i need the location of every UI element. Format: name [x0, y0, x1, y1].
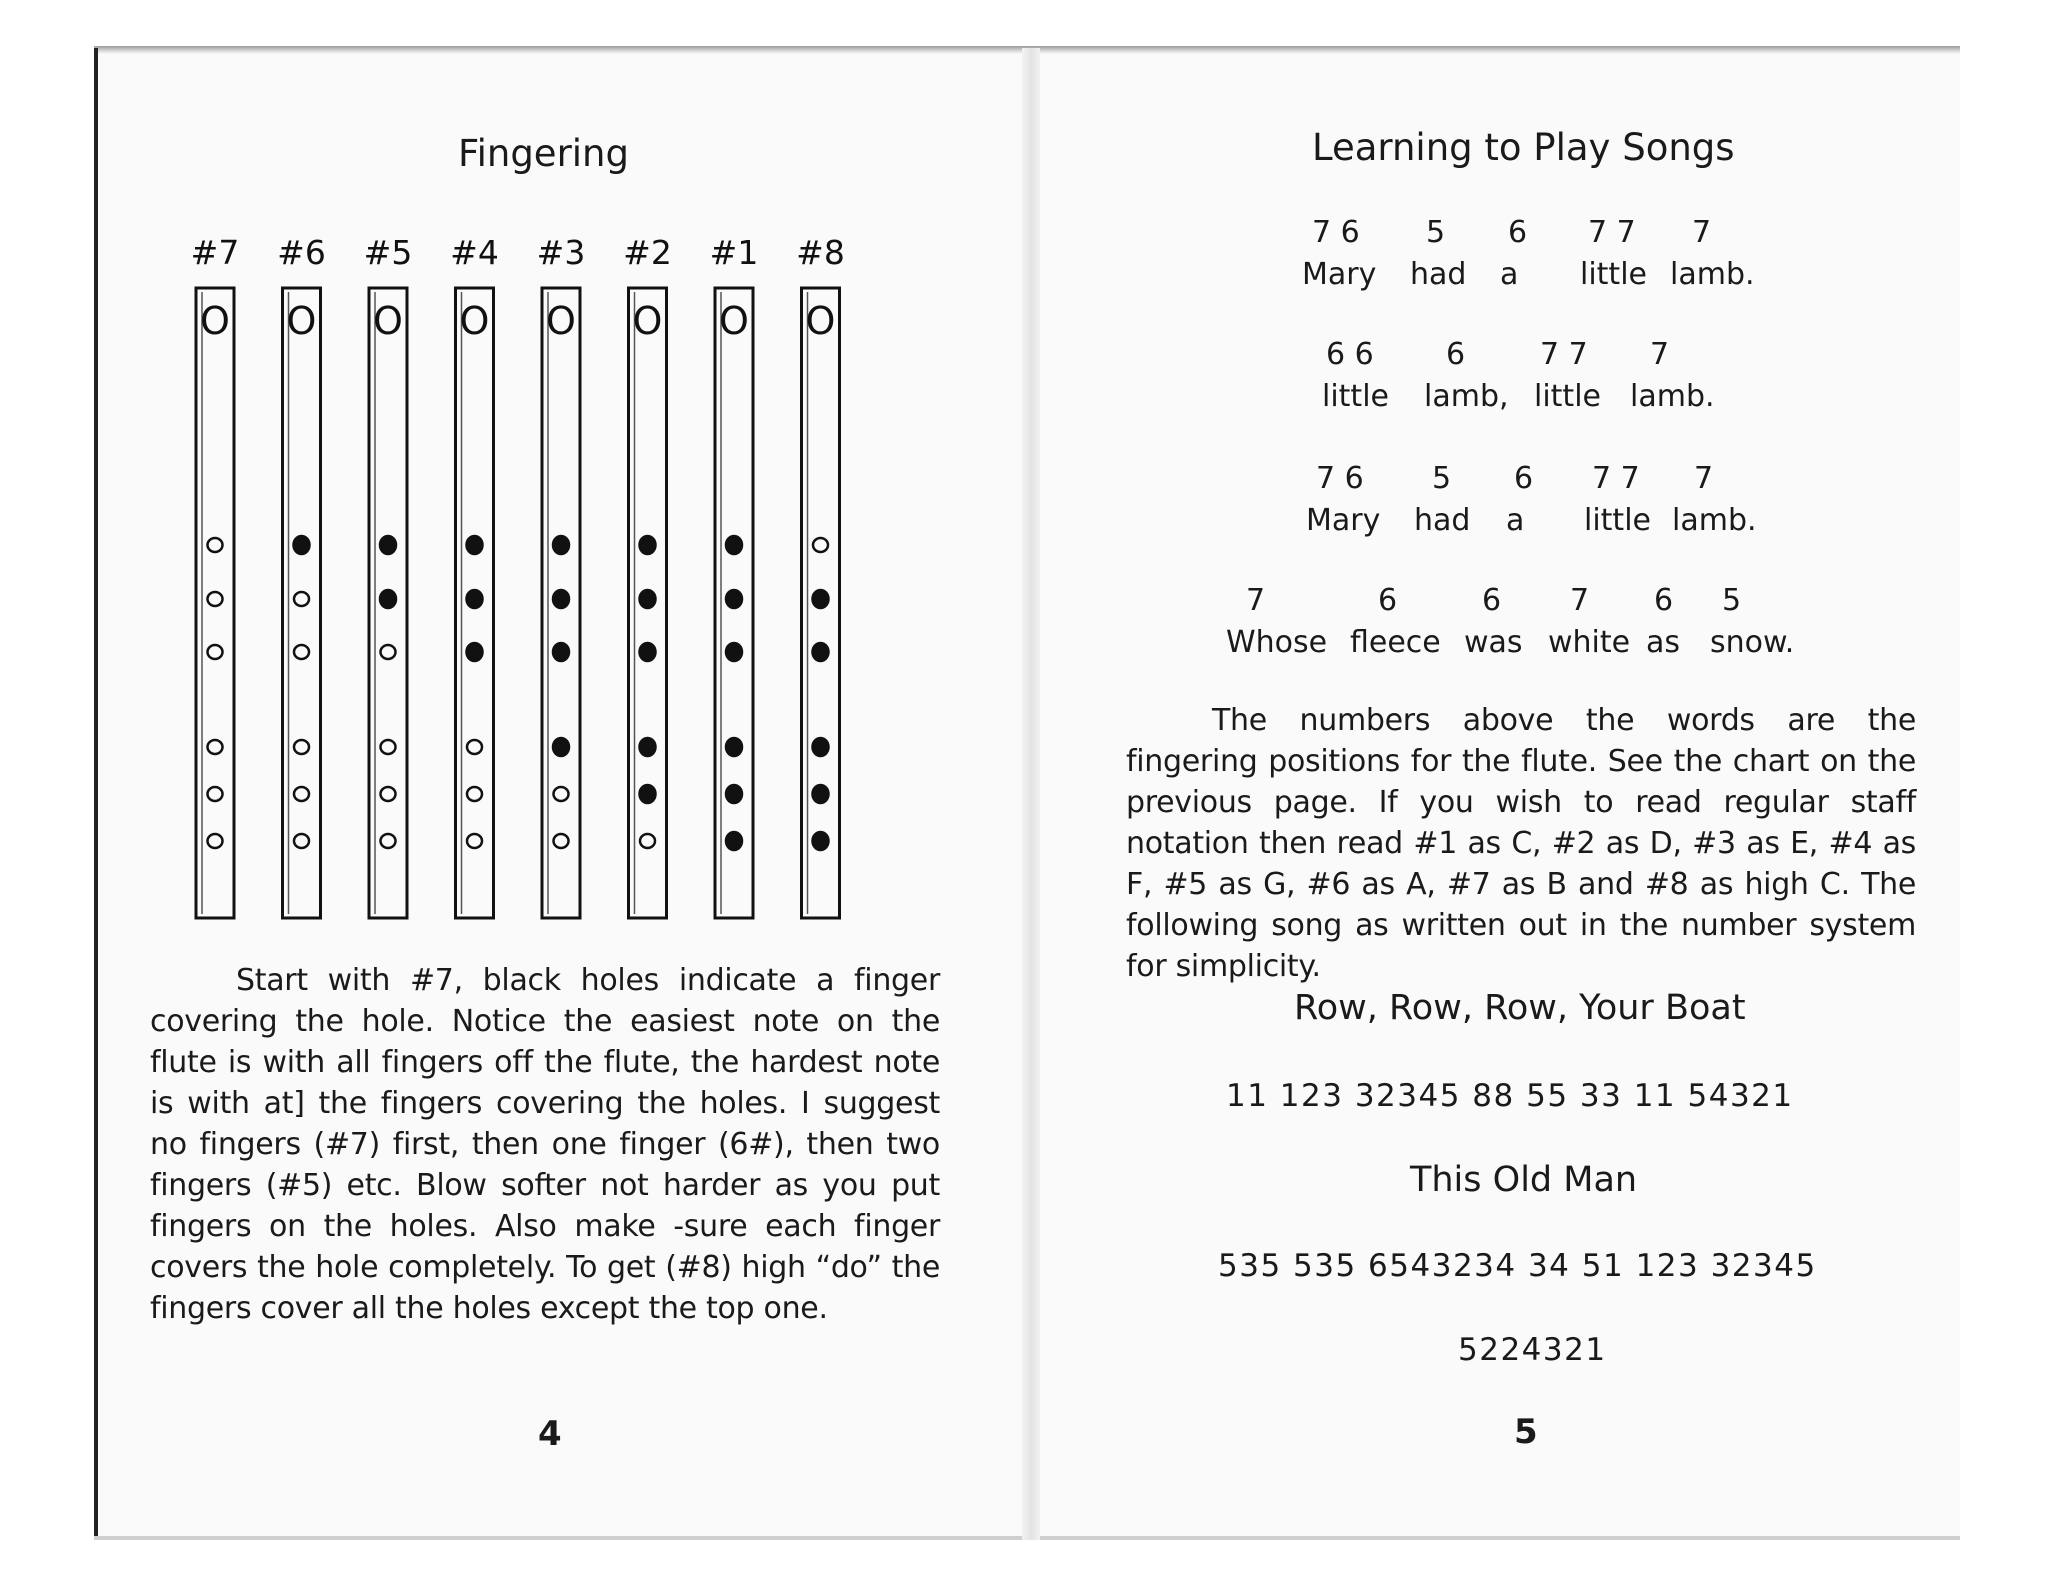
covered-hole [467, 536, 483, 554]
fingering-number: 7 7 [1540, 337, 1588, 372]
fingering-chart [98, 48, 1022, 968]
open-hole [381, 787, 396, 801]
covered-hole [640, 536, 656, 554]
lyric-word: had [1410, 257, 1467, 292]
lyric-word: lamb. [1670, 257, 1755, 292]
lyric-word: Whose [1226, 625, 1328, 660]
flute-label: #8 [796, 233, 845, 272]
covered-hole [553, 738, 569, 756]
fingering-number: 6 6 [1326, 337, 1374, 372]
lyric-word: little [1584, 503, 1651, 538]
open-hole [467, 834, 482, 848]
covered-hole [813, 643, 829, 661]
covered-hole [813, 738, 829, 756]
covered-hole [726, 832, 742, 850]
covered-hole [380, 536, 396, 554]
mouthpiece-hole: O [546, 299, 576, 343]
covered-hole [553, 643, 569, 661]
lyric-word: white [1548, 625, 1631, 660]
flute-label: #1 [709, 233, 759, 272]
open-hole [208, 740, 223, 754]
lyric-word: a [1506, 503, 1525, 538]
fingering-number: 7 6 [1312, 215, 1360, 250]
open-hole [467, 787, 482, 801]
covered-hole [813, 590, 829, 608]
fingering-instructions: Start with #7, black holes indicate a finger covering the hole. Notice the easiest note on the flute is with all fingers off the flute, the hardest note is with at] the fingers covering the holes. I suggest no fingers (#7) first, then one finger (6#), then two fingers (#5) etc. Blow softer not harder as you put fingers on the holes. Also make -sure each finger covers the hole completely. To get (#8) high “do” the fingers cover all the holes except the top one. [150, 963, 940, 1326]
flute-n4 [450, 233, 499, 918]
covered-hole [640, 590, 656, 608]
fingering-number: 7 7 [1588, 215, 1636, 250]
covered-hole [294, 536, 310, 554]
flute-n5 [364, 233, 413, 918]
lyric-word: lamb. [1672, 503, 1757, 538]
lyric-word: little [1322, 379, 1389, 414]
lyric-word: lamb, [1424, 379, 1509, 414]
flute-label: #3 [536, 233, 586, 272]
covered-hole [553, 590, 569, 608]
covered-hole [640, 643, 656, 661]
mouthpiece-hole: O [632, 299, 663, 343]
covered-hole [467, 643, 483, 661]
covered-hole [726, 590, 742, 608]
lyric-word: fleece [1350, 625, 1441, 660]
open-hole [813, 538, 828, 552]
mouthpiece-hole: O [719, 299, 749, 343]
covered-hole [726, 643, 742, 661]
covered-hole [726, 785, 742, 803]
flute-label: #2 [623, 233, 672, 272]
lyric-word: Mary [1302, 257, 1377, 292]
flute-n7 [191, 233, 240, 918]
open-hole [294, 740, 309, 754]
flute-label: #4 [450, 233, 499, 272]
covered-hole [640, 738, 656, 756]
mouthpiece-hole: O [459, 299, 490, 343]
covered-hole [726, 738, 742, 756]
lyric-word: was [1464, 625, 1523, 660]
fingering-number: 7 [1694, 461, 1714, 496]
open-hole [554, 787, 569, 801]
lyric-word: little [1534, 379, 1601, 414]
covered-hole [380, 590, 396, 608]
notation-explanation: The numbers above the words are the fingering positions for the flute. See the chart on the previous page. If you wish to read regular staff notation then read #1 as C, #2 as D, #3 as E, #4 as F, #5 as G, #6 as A, #7 as B and #8 as high C. The following song as written out in the number system for simplicity. [1126, 703, 1916, 984]
song-numbers-this-old-man-line2: 5224321 [1458, 1332, 1607, 1368]
fingering-number: 5 [1432, 461, 1452, 496]
mouthpiece-hole: O [373, 299, 403, 343]
open-hole [294, 592, 309, 606]
fingering-number: 7 6 [1316, 461, 1364, 496]
fingering-number: 5 [1722, 583, 1742, 618]
lyric-word: little [1580, 257, 1647, 292]
mouthpiece-hole: O [286, 299, 317, 343]
open-hole [294, 787, 309, 801]
covered-hole [726, 536, 742, 554]
covered-hole [813, 832, 829, 850]
page-title: Learning to Play Songs [1312, 126, 1735, 169]
open-hole [208, 645, 223, 659]
left-page [98, 48, 1022, 1540]
open-hole [208, 834, 223, 848]
flute-label: #5 [363, 233, 413, 272]
flute-diagram [98, 48, 1022, 968]
right-page [1040, 48, 1960, 1540]
fingering-number: 6 [1514, 461, 1534, 496]
lyric-word: a [1500, 257, 1519, 292]
flute-n1 [710, 233, 759, 918]
open-hole [381, 834, 396, 848]
flute-n8 [796, 233, 845, 918]
song-numbers-row-your-boat: 11 123 32345 88 55 33 11 54321 [1226, 1078, 1794, 1114]
open-hole [640, 834, 655, 848]
open-hole [208, 787, 223, 801]
song-title-row-your-boat: Row, Row, Row, Your Boat [1294, 988, 1746, 1028]
fingering-number: 7 [1246, 583, 1266, 618]
open-hole [381, 645, 396, 659]
open-hole [208, 538, 223, 552]
song-numbers-this-old-man: 535 535 6543234 34 51 123 32345 [1218, 1248, 1817, 1284]
lyric-word: snow. [1710, 625, 1795, 660]
flute-label: #7 [190, 233, 240, 272]
flute-n2 [623, 233, 672, 918]
fingering-number: 6 [1508, 215, 1528, 250]
fingering-number: 7 [1650, 337, 1670, 372]
fingering-number: 5 [1426, 215, 1446, 250]
lyric-word: had [1414, 503, 1471, 538]
page-title: Fingering [458, 132, 629, 175]
fingering-number: 7 [1570, 583, 1590, 618]
fingering-number: 6 [1378, 583, 1398, 618]
page-number: 4 [538, 1414, 562, 1454]
open-hole [467, 740, 482, 754]
lyric-word: as [1646, 625, 1681, 660]
covered-hole [553, 536, 569, 554]
open-hole [294, 834, 309, 848]
open-hole [554, 834, 569, 848]
covered-hole [813, 785, 829, 803]
fingering-number: 7 [1692, 215, 1712, 250]
open-hole [294, 645, 309, 659]
flute-n6 [277, 233, 326, 918]
mouthpiece-hole: O [805, 299, 836, 343]
covered-hole [640, 785, 656, 803]
fingering-number: 7 7 [1592, 461, 1640, 496]
open-hole [208, 592, 223, 606]
lyric-word: lamb. [1630, 379, 1715, 414]
fingering-number: 6 [1446, 337, 1466, 372]
open-hole [381, 740, 396, 754]
flute-label: #6 [277, 233, 326, 272]
song-title-this-old-man: This Old Man [1410, 1160, 1638, 1200]
book-gutter [1022, 48, 1040, 1540]
mouthpiece-hole: O [200, 299, 230, 343]
page-number: 5 [1514, 1412, 1538, 1452]
lyric-word: Mary [1306, 503, 1381, 538]
fingering-number: 6 [1482, 583, 1502, 618]
flute-n3 [537, 233, 586, 918]
fingering-number: 6 [1654, 583, 1674, 618]
covered-hole [467, 590, 483, 608]
